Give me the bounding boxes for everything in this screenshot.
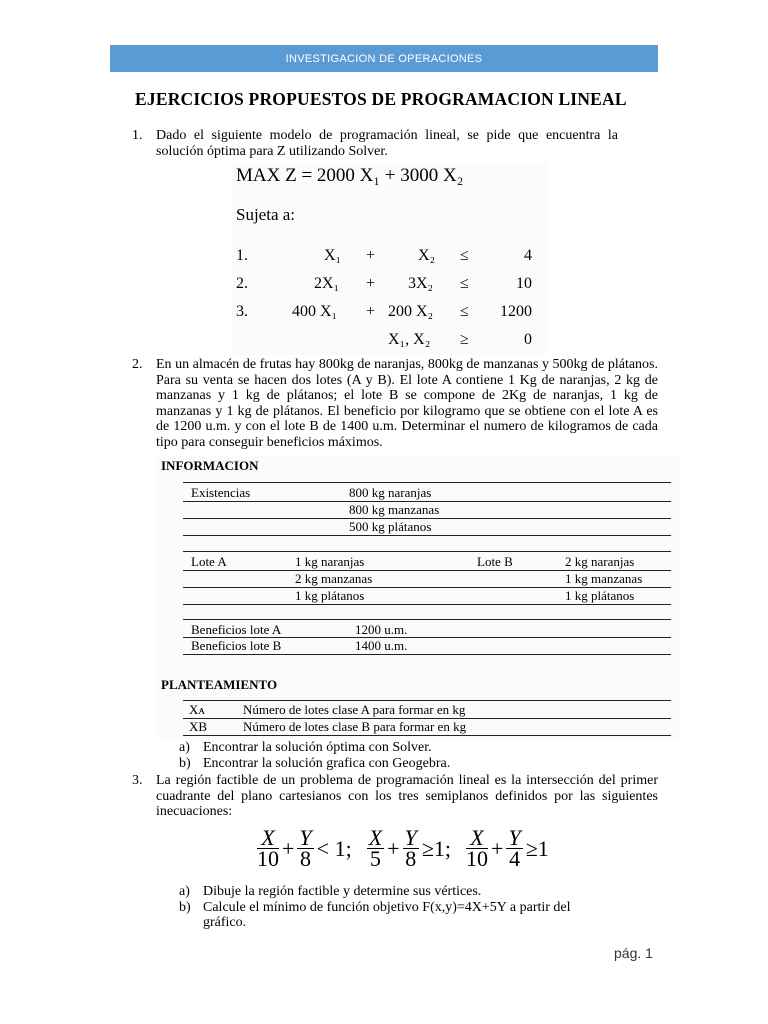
rule	[183, 604, 671, 605]
variable-a-desc: Número de lotes clase A para formar en kg	[243, 702, 466, 717]
nonneg-vars: X₁, X₂	[388, 331, 431, 348]
fraction-denominator: 10	[257, 846, 279, 871]
lote-a-label: Lote A	[191, 554, 227, 569]
header-title: INVESTIGACION DE OPERACIONES	[285, 52, 483, 65]
planteamiento-title: PLANTEAMIENTO	[161, 677, 278, 692]
task-text: Encontrar la solución grafica con Geogebra.	[203, 755, 451, 771]
fraction-numerator: Y	[508, 825, 521, 850]
exercise-3-number: 3.	[132, 773, 143, 788]
rule	[183, 700, 671, 701]
fraction-numerator: X	[257, 828, 279, 849]
inequality-relation: ≥1	[525, 835, 549, 861]
constraint-1-rhs: 4	[524, 247, 532, 264]
task-text: Encontrar la solución óptima con Solver.	[203, 740, 432, 755]
lote-a-2: 2 kg manzanas	[295, 571, 373, 586]
fraction-denominator: 10	[466, 846, 489, 871]
plus-sign: +	[387, 835, 400, 861]
constraint-3-rhs: 1200	[500, 303, 532, 320]
existencias-label: Existencias	[191, 485, 251, 500]
constraint-1-op: +	[366, 247, 376, 264]
constraint-3-b: 200 X₂	[388, 303, 434, 320]
header-bar	[110, 45, 658, 72]
existencias-2: 800 kg manzanas	[349, 502, 440, 517]
exercise-2-text: En un almacén de frutas hay 800kg de naranjas, 800kg de manzanas y 500kg de plátanos. Para su venta se hacen dos lotes (A y B). El lote A contiene 1 Kg de naranjas, 2 kg de manzanas y 1 kg de plátanos; el lote B se compone de 2Kg de naranjas, 1 kg de manzanas y 1 kg de plátanos. El beneficio por kilogramo que se obtiene con el lote A es de 1200 u.m. y con el lote B de 1400 u.m. Determinar el numero de kilogramos de cada tipo para conseguir beneficios máximos.	[156, 357, 658, 450]
fraction-denominator: 8	[405, 846, 417, 871]
constraint-2-rhs: 10	[516, 275, 532, 292]
task-label: a)	[179, 884, 190, 899]
exercise-2-table-image	[155, 456, 680, 738]
page-number: pág. 1	[614, 945, 653, 961]
nonneg-rhs: 0	[524, 331, 532, 348]
constraint-2-a: 2X₁	[314, 275, 340, 292]
constraint-3-op: +	[366, 303, 376, 320]
plus-sign: +	[282, 835, 295, 861]
task-text: gráfico.	[203, 915, 247, 931]
fraction	[466, 825, 489, 871]
rule	[183, 654, 671, 655]
fraction	[506, 825, 522, 871]
existencias-3: 500 kg plátanos	[349, 519, 432, 534]
rule	[183, 535, 671, 536]
task-text: Calcule el mínimo de función objetivo F(x,y)=4X+5Y a partir del	[203, 899, 571, 915]
fraction-numerator: Y	[404, 825, 417, 850]
fraction	[367, 825, 384, 871]
plus-sign: +	[491, 835, 504, 861]
exercise-3-text: La región factible de un problema de programación lineal es la intersección del primer cuadrante del plano cartesianos con los tres semiplanos definidos por las siguientes inecuaciones:	[156, 773, 658, 820]
beneficio-b-label: Beneficios lote B	[191, 638, 282, 653]
constraint-1-number: 1.	[236, 247, 248, 264]
subject-to-label: Sujeta a:	[236, 205, 296, 224]
fraction-numerator: Y	[299, 825, 312, 850]
inequality-relation: ≥1;	[421, 835, 452, 861]
exercise-1-number: 1.	[132, 128, 143, 143]
exercise-1-text: Dado el siguiente modelo de programación lineal, se pide que encuentra la solución óptima para Z utilizando Solver.	[156, 128, 618, 159]
constraint-1-b: X₂	[418, 247, 436, 264]
constraint-3-a: 400 X₁	[292, 303, 338, 320]
nonneg-rel: ≥	[460, 331, 469, 348]
fraction-numerator: X	[466, 828, 488, 849]
constraint-3-rel: ≤	[460, 303, 469, 320]
info-title: INFORMACION	[161, 458, 259, 473]
lote-a-3: 1 kg plátanos	[295, 588, 365, 603]
lote-a-1: 1 kg naranjas	[295, 554, 365, 569]
constraint-2-number: 2.	[236, 275, 248, 292]
fraction-denominator: 8	[300, 846, 312, 871]
beneficio-a-label: Beneficios lote A	[191, 622, 282, 637]
fraction-denominator: 4	[509, 846, 521, 871]
lote-b-2: 1 kg manzanas	[565, 571, 643, 586]
task-label: a)	[179, 740, 190, 755]
constraint-1-a: X₁	[324, 247, 342, 264]
variable-a-symbol: Xᴀ	[189, 702, 205, 717]
inequality-relation: < 1;	[316, 835, 352, 861]
exercise-2-number: 2.	[132, 357, 143, 372]
fraction-numerator: X	[368, 825, 383, 850]
task-label: b)	[179, 755, 191, 771]
beneficio-a-value: 1200 u.m.	[355, 622, 408, 637]
lote-b-1: 2 kg naranjas	[565, 554, 635, 569]
existencias-1: 800 kg naranjas	[349, 485, 432, 500]
constraint-2-b: 3X₂	[408, 275, 434, 292]
task-label: b)	[179, 899, 191, 915]
fraction	[297, 825, 313, 871]
inequalities	[256, 825, 551, 871]
fraction	[257, 825, 279, 871]
objective-function: MAX Z = 2000 X₁ + 3000 X₂	[236, 165, 464, 186]
exercise-1-model-image	[232, 163, 548, 355]
rule	[183, 551, 671, 552]
document-title: EJERCICIOS PROPUESTOS DE PROGRAMACION LINEAL	[135, 89, 627, 109]
beneficio-b-value: 1400 u.m.	[355, 638, 408, 653]
rule	[183, 619, 671, 620]
task-text: Dibuje la región factible y determine sus vértices.	[203, 884, 482, 899]
constraint-2-rel: ≤	[460, 275, 469, 292]
constraint-1-rel: ≤	[460, 247, 469, 264]
rule	[183, 482, 671, 483]
constraint-3-number: 3.	[236, 303, 248, 320]
fraction-denominator: 5	[369, 846, 381, 871]
rule	[183, 735, 671, 736]
fraction	[403, 825, 419, 871]
lote-b-label: Lote B	[477, 554, 513, 569]
constraint-2-op: +	[366, 275, 376, 292]
variable-b-desc: Número de lotes clase B para formar en kg	[243, 719, 467, 734]
lote-b-3: 1 kg plátanos	[565, 588, 635, 603]
variable-b-symbol: XB	[189, 719, 208, 734]
